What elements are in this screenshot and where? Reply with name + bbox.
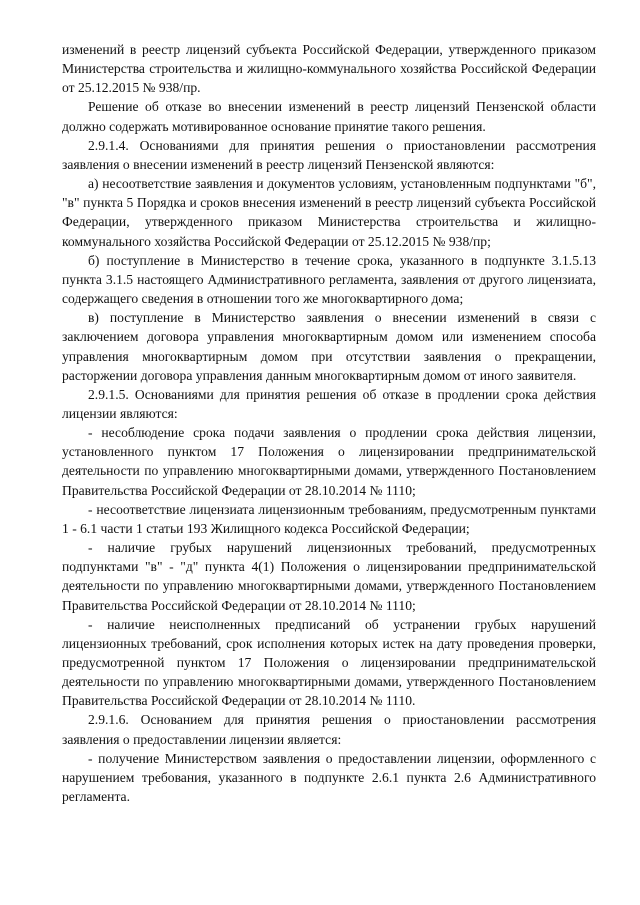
- paragraph-2-9-1-4-item-a: а) несоответствие заявления и документов условиям, установленным подпунктами "б", "в" пункта 5 Порядка и сроков внесения изменений в реестр лицензий субъекта Российской Федерации, утвержденного приказом Министерства строительства и жилищно-коммунального хозяйства Российской Федерации от 25.12.2015 № 938/пр;: [62, 176, 596, 249]
- paragraph-2-9-1-5-bullet-2: - несоответствие лицензиата лицензионным требованиям, предусмотренным пунктами 1 - 6.1 части 1 статьи 193 Жилищного кодекса Российской Федерации;: [62, 501, 596, 536]
- paragraph-2-9-1-5: 2.9.1.5. Основаниями для принятия решения об отказе в продлении срока действия лицензии являются:: [62, 386, 596, 421]
- paragraph-refusal-reasoning: Решение об отказе во внесении изменений в реестр лицензий Пензенской области должно содержать мотивированное основание принятие такого решения.: [62, 99, 596, 134]
- paragraph-2-9-1-4-item-v: в) поступление в Министерство заявления о внесении изменений в связи с заключением договора управления многоквартирным домом или изменением способа управления многоквартирным домом при отсутствии заявления о прекращении, расторжении договора управления данным многоквартирным домом от иного заявителя.: [62, 310, 596, 383]
- paragraph-2-9-1-6: 2.9.1.6. Основанием для принятия решения о приостановлении рассмотрения заявления о предоставлении лицензии является:: [62, 712, 596, 747]
- paragraph-2-9-1-4-item-b: б) поступление в Министерство в течение срока, указанного в подпункте 3.1.5.13 пункта 3.1.5 настоящего Административного регламента, заявления от другого лицензиата, содержащего сведения в отношении того же многоквартирного дома;: [62, 252, 596, 307]
- paragraph-continuation: изменений в реестр лицензий субъекта Российской Федерации, утвержденного приказом Министерства строительства и жилищно-коммунального хозяйства Российской Федерации от 25.12.2015 № 938/пр.: [62, 42, 596, 96]
- document-page: [62, 40, 596, 806]
- paragraph-2-9-1-5-bullet-4: - наличие неисполненных предписаний об устранении грубых нарушений лицензионных требований, срок исполнения которых истек на дату проведения проверки, предусмотренной пунктом 17 Положения о лицензировании предпринимательской деятельности по управлению многоквартирными домами, утвержденного Постановлением Правительства Российской Федерации от 28.10.2014 № 1110.: [62, 616, 596, 709]
- paragraph-2-9-1-5-bullet-1: - несоблюдение срока подачи заявления о продлении срока действия лицензии, установленного пунктом 17 Положения о лицензировании предпринимательской деятельности по управлению многоквартирными домами, утвержденного Постановлением Правительства Российской Федерации от 28.10.2014 № 1110;: [62, 425, 596, 498]
- paragraph-2-9-1-5-bullet-3: - наличие грубых нарушений лицензионных требований, предусмотренных подпунктами "в" - "д" пункта 4(1) Положения о лицензировании предпринимательской деятельности по управлению многоквартирными домами, утвержденного Постановлением Правительства Российской Федерации от 28.10.2014 № 1110;: [62, 540, 596, 613]
- paragraph-2-9-1-4: 2.9.1.4. Основаниями для принятия решения о приостановлении рассмотрения заявления о внесении изменений в реестр лицензий Пензенской являются:: [62, 137, 596, 172]
- paragraph-2-9-1-6-bullet-1: - получение Министерством заявления о предоставлении лицензии, оформленного с нарушением требования, указанного в подпункте 2.6.1 пункта 2.6 Административного регламента.: [62, 750, 596, 805]
